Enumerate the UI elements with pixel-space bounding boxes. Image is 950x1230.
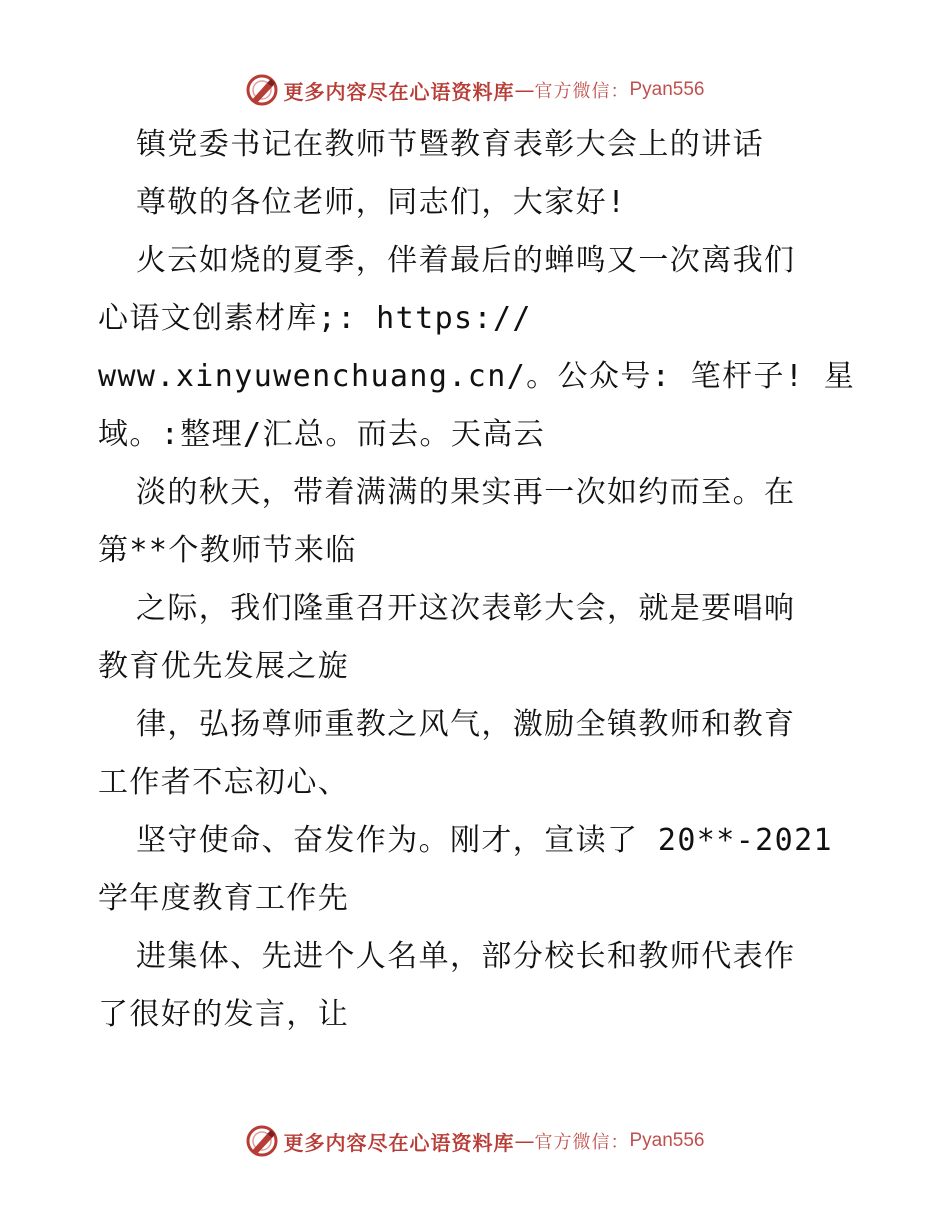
paragraph-line: 域。:整理/汇总。而去。天高云: [98, 417, 546, 452]
paragraph-line: 坚守使命、奋发作为。刚才，宣读了 20**-2021: [136, 823, 834, 858]
paragraph-line: www.xinyuwenchuang.cn/。公众号: 笔杆子! 星: [98, 359, 856, 394]
paragraph-line: 教育优先发展之旋: [98, 649, 350, 684]
pen-nib-circle-icon: [245, 73, 279, 107]
paragraph-line: 第**个教师节来临: [98, 533, 357, 568]
banner-wechat-label: 官方微信：: [534, 81, 630, 102]
banner-wechat-id: Pyan556: [629, 1130, 705, 1151]
document-title: 镇党委书记在教师节暨教育表彰大会上的讲话: [136, 127, 764, 162]
paragraph-line: 学年度教育工作先: [98, 881, 350, 916]
paragraph-line: 尊敬的各位老师，同志们，大家好!: [136, 185, 627, 220]
pen-nib-circle-icon: [245, 1124, 279, 1158]
banner-separator: —: [514, 1129, 535, 1153]
banner-separator: —: [514, 78, 535, 102]
paragraph-line: 淡的秋天，带着满满的果实再一次如约而至。在: [136, 475, 796, 510]
paragraph-line: 心语文创素材库;: https://: [98, 301, 532, 336]
banner-wechat-label: 官方微信：: [534, 1132, 630, 1153]
banner-site-text: 更多内容尽在心语资料库: [283, 1130, 515, 1155]
paragraph-line: 了很好的发言，让: [98, 997, 350, 1032]
paragraph-line: 进集体、先进个人名单，部分校长和教师代表作: [136, 939, 796, 974]
paragraph-line: 工作者不忘初心、: [98, 765, 350, 800]
header-banner: [0, 70, 950, 110]
paragraph-line: 律，弘扬尊师重教之风气，激励全镇教师和教育: [136, 707, 796, 742]
banner-wechat-id: Pyan556: [629, 79, 705, 100]
paragraph-line: 之际，我们隆重召开这次表彰大会，就是要唱响: [136, 591, 796, 626]
banner-site-text: 更多内容尽在心语资料库: [283, 79, 515, 104]
paragraph-line: 火云如烧的夏季，伴着最后的蝉鸣又一次离我们: [136, 243, 796, 278]
footer-banner: [0, 1121, 950, 1161]
document-body: [98, 116, 858, 1044]
